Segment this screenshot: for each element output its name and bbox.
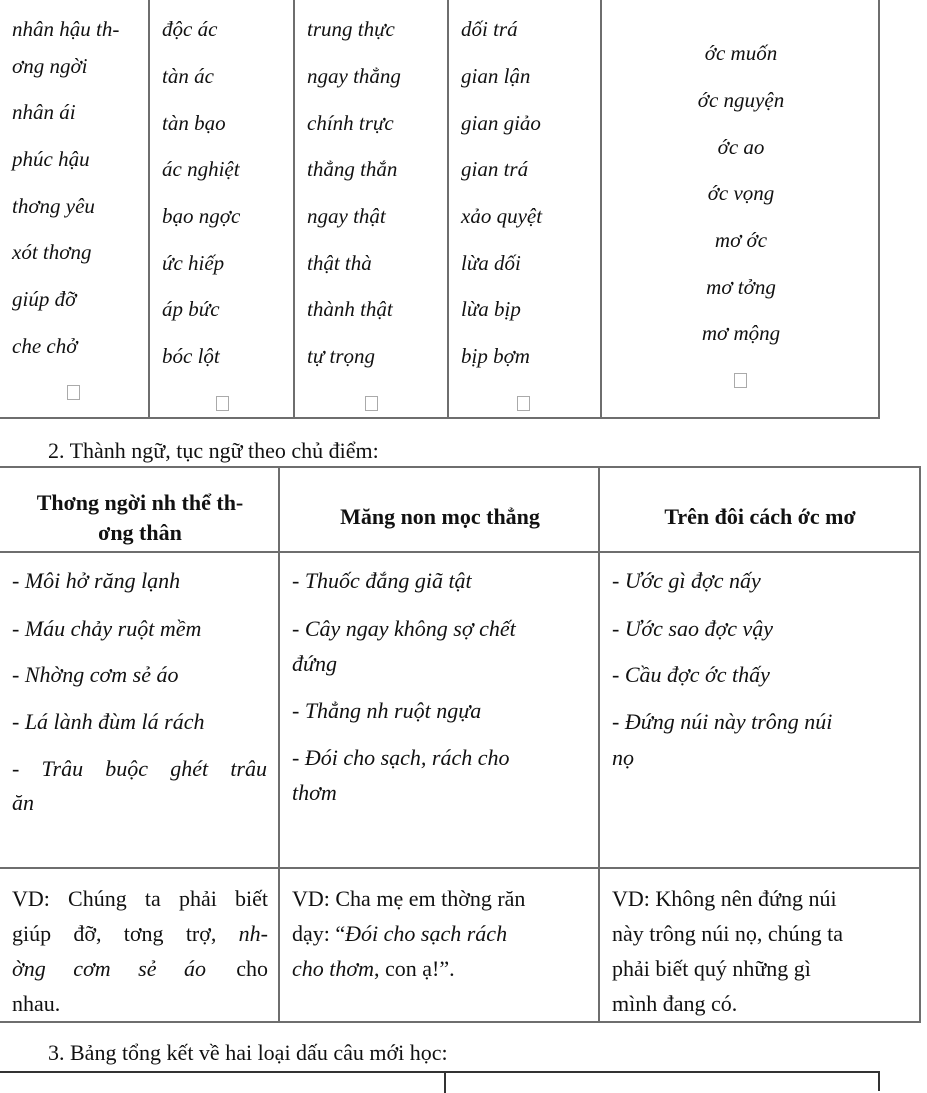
proverb: ăn [12,790,34,815]
section-3-heading: 3. Bảng tổng kết về hai loại dấu câu mới học: [48,1040,448,1065]
proverb: - Môi hở răng lạnh [12,568,181,593]
word: ớc vọng [707,181,775,205]
example-2 [292,881,592,986]
word: thành thật [307,297,393,321]
example-line: VD: Cha mẹ em thờng răn [292,886,526,911]
section-2-heading: 2. Thành ngữ, tục ngữ theo chủ điểm: [48,438,379,463]
word: lừa bịp [461,297,521,321]
column-divider [293,0,295,417]
example-text: , con ạ!”. [374,956,455,981]
word: nhân ái [12,100,76,124]
example-line [12,916,268,951]
word: bịp bợm [461,344,530,368]
word: bạo ngợc [162,204,241,228]
proverb: - Đứng núi này trông núi [612,709,833,734]
word: ớc muốn [704,41,778,65]
example-line: này trông núi nọ, chúng ta [612,921,843,946]
word: thơng yêu [12,194,95,218]
example-line [292,916,592,951]
word: chính trực [307,111,394,135]
example-3 [612,881,917,1021]
proverb: nọ [612,745,634,770]
proverb: - Ước gì đợc nấy [612,568,761,593]
word: ớc ao [717,135,765,159]
column-header-3: Trên đôi cách ớc mơ [664,504,856,529]
column-divider [447,0,449,417]
proverb: - Đói cho sạch, rách cho [292,745,510,770]
word: áp bức [162,297,220,321]
word: bóc lột [162,344,220,368]
empty-box-icon [734,373,747,388]
example-text: giúp đỡ, tơng trợ, [12,921,239,946]
word: mơ tởng [706,275,776,299]
proverb: - Máu chảy ruột mềm [12,616,202,641]
proverb: đứng [292,651,337,676]
word: ơng ngời [12,54,88,78]
word: ngay thẳng [307,64,401,88]
proverb: thơm [292,780,337,805]
word: ngay thật [307,204,386,228]
word: che chở [12,334,78,358]
header-line: ơng thân [98,520,182,545]
word: nhân hậu th- [12,17,120,41]
summary-table [0,1071,880,1091]
word: mơ mộng [701,321,781,345]
word: tự trọng [307,344,376,368]
example-text: cho [236,956,268,981]
word: lừa dối [461,251,521,275]
empty-box-icon [67,385,80,400]
word: tàn bạo [162,111,226,135]
empty-box-icon [517,396,530,411]
example-line [12,951,268,986]
example-italic: Đói cho sạch rách [345,921,508,946]
proverb: - Cầu đợc ớc thấy [612,662,770,687]
column-header-1 [0,488,280,548]
word: tàn ác [162,64,214,88]
word: trung thực [307,17,395,41]
word: thật thà [307,251,372,275]
example-line: phải biết quý những gì [612,956,811,981]
word: xót thơng [12,240,92,264]
column-divider [444,1073,446,1093]
example-italic: cho thơm [292,956,375,981]
word: mơ ớc [714,228,768,252]
word: ớc nguyện [697,88,785,112]
proverb: - Thuốc đắng giã tật [292,568,472,593]
word: xảo quyệt [461,204,543,228]
example-line: nhau. [12,991,61,1016]
word: gian trá [461,157,529,181]
word: gian lận [461,64,531,88]
word: độc ác [162,17,218,41]
example-line [292,951,592,986]
proverb: - Trâu buộc ghét trâu [12,756,267,781]
example-italic: ờng cơm sẻ áo [12,956,206,981]
example-text: dạy: “ [292,921,346,946]
word: ức hiếp [162,251,225,275]
header-line: Thơng ngời nh thể th- [36,490,244,515]
word: giúp đỡ [12,287,77,311]
proverb: - Ước sao đợc vậy [612,616,774,641]
row-divider [0,551,919,553]
word: dối trá [461,17,518,41]
proverb: - Cây ngay không sợ chết [292,616,516,641]
empty-box-icon [216,396,229,411]
word: thẳng thắn [307,157,398,181]
example-line: VD: Không nên đứng núi [612,886,837,911]
example-1 [12,881,268,1021]
example-line: mình đang có. [612,991,738,1016]
proverb: - Nhờng cơm sẻ áo [12,662,179,687]
row-divider [0,867,919,869]
proverb: - Thẳng nh ruột ngựa [292,698,482,723]
proverb: - Lá lành đùm lá rách [12,709,205,734]
column-header-2: Măng non mọc thẳng [340,504,540,529]
example-line: VD: Chúng ta phải biết [12,886,268,911]
empty-box-icon [365,396,378,411]
word: gian giảo [461,111,541,135]
word: ác nghiệt [162,157,240,181]
example-italic: nh- [238,921,268,946]
word: phúc hậu [12,147,90,171]
column-divider [148,0,150,417]
